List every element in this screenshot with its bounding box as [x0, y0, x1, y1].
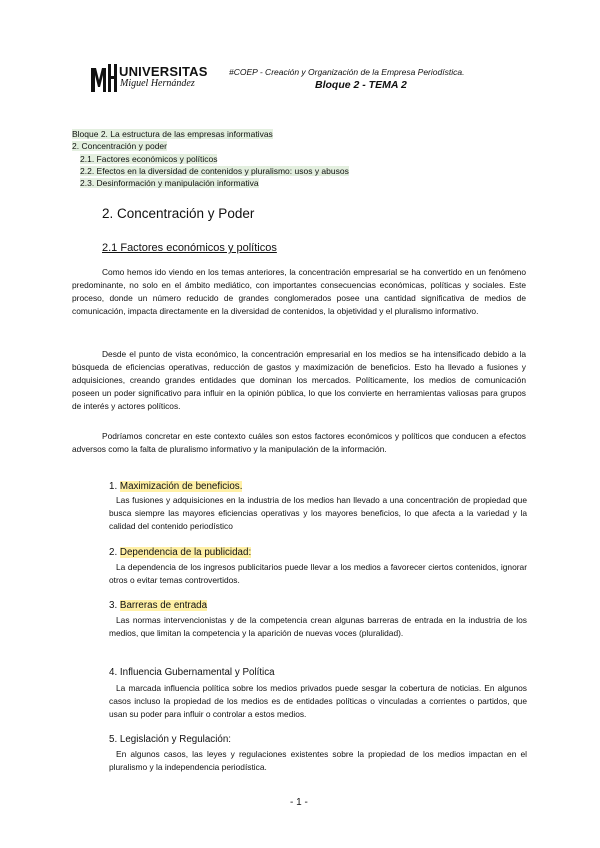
factor-title-text: Influencia Gubernamental y Política — [119, 667, 275, 678]
factor-body: Las normas intervencionistas y de la competencia crean algunas barreras de entrada en la industria de los medios, que limitan la competencia y la aparición de nuevas voces (pluralidad). — [109, 615, 527, 639]
umh-logo-icon — [89, 62, 117, 94]
toc-item-label: 2.3. Desinformación y manipulación informativa — [80, 178, 259, 189]
factor-title-text: Barreras de entrada — [119, 600, 208, 611]
university-logo — [89, 62, 219, 94]
factor-title-text: Maximización de beneficios. — [119, 481, 243, 492]
factor-body: La dependencia de los ingresos publicitarios puede llevar a los medios a favorecer ciertos contenidos, ignorar otros o evitar temas controvertidos. — [109, 562, 527, 586]
logo-title: UNIVERSITAS — [119, 64, 208, 79]
toc-item[interactable] — [72, 153, 532, 165]
factor-title — [109, 667, 275, 678]
toc-item[interactable] — [72, 177, 532, 189]
page-number: - 1 - — [290, 797, 308, 808]
body-paragraph: Desde el punto de vista económico, la concentración empresarial en los medios se ha intensificado debido a la búsqueda de eficiencias operativas, reducción de gastos y maximización de beneficios. Esto ha llevado a fusiones y adquisiciones, creando grandes entidades que dominan los mercados. Políticamente, los medios de comunicación poseen un poder significativo para influir en la opinión pública, lo que los convierte en herramientas valiosas para grupos de interés y actores políticos. — [72, 349, 526, 412]
factor-body: Las fusiones y adquisiciones en la industria de los medios han llevado a una concentración de propiedad que busca siempre las mayores eficiencias operativas y los mayores beneficios, lo que afecta a la variedad y la calidad del contenido periodístico — [109, 495, 527, 532]
toc-item-label: 2. Concentración y poder — [72, 141, 167, 152]
factor-number: 5. — [109, 734, 118, 745]
factor-title — [109, 734, 231, 745]
factor-body: La marcada influencia política sobre los medios privados puede sesgar la cobertura de noticias. En algunos casos incluso la propiedad de los medios es de entidades políticas o vinculadas a corrientes o partidos, que usan su poder para influir o controlar a estos medios. — [109, 683, 527, 720]
factor-title-text: Dependencia de la publicidad: — [119, 547, 252, 558]
toc-item[interactable] — [72, 128, 532, 140]
factor-number: 3. — [109, 600, 118, 611]
factor-title — [109, 481, 242, 492]
logo-subtitle: Miguel Hernández — [120, 78, 195, 89]
factor-body: En algunos casos, las leyes y regulaciones existentes sobre la propiedad de los medios impactan en el pluralismo y la independencia periodística. — [109, 749, 527, 773]
toc-item[interactable] — [72, 165, 532, 177]
factor-number: 1. — [109, 481, 118, 492]
factor-title-text: Legislación y Regulación: — [119, 734, 232, 745]
toc-item-label: Bloque 2. La estructura de las empresas informativas — [72, 129, 273, 139]
header-course: #COEP - Creación y Organización de la Empresa Periodística. — [229, 67, 465, 77]
body-paragraph: Podríamos concretar en este contexto cuáles son estos factores económicos y políticos que conducen a efectos adversos como la falta de pluralismo informativo y la manipulación de la información. — [72, 431, 526, 455]
factor-title — [109, 600, 207, 611]
header-block: Bloque 2 - TEMA 2 — [315, 79, 407, 91]
table-of-contents — [72, 128, 532, 189]
section-title: 2. Concentración y Poder — [102, 206, 255, 221]
factor-title — [109, 547, 251, 558]
factor-number: 2. — [109, 547, 118, 558]
toc-item[interactable] — [72, 140, 532, 152]
body-paragraph: Como hemos ido viendo en los temas anteriores, la concentración empresarial se ha convertido en un fenómeno predominante, no solo en el ámbito mediático, con importantes consecuencias económicas, políticas y sociales. Este proceso, donde un número reducido de grandes conglomerados posee una cantidad significativa de medios de comunicación, impacta directamente en la diversidad de contenidos, la objetividad y el pluralismo informativo. — [72, 267, 526, 317]
factor-number: 4. — [109, 667, 118, 678]
subsection-title: 2.1 Factores económicos y políticos — [102, 242, 277, 254]
toc-item-label: 2.1. Factores económicos y políticos — [80, 153, 218, 164]
toc-item-label: 2.2. Efectos en la diversidad de contenidos y pluralismo: usos y abusos — [80, 165, 349, 176]
